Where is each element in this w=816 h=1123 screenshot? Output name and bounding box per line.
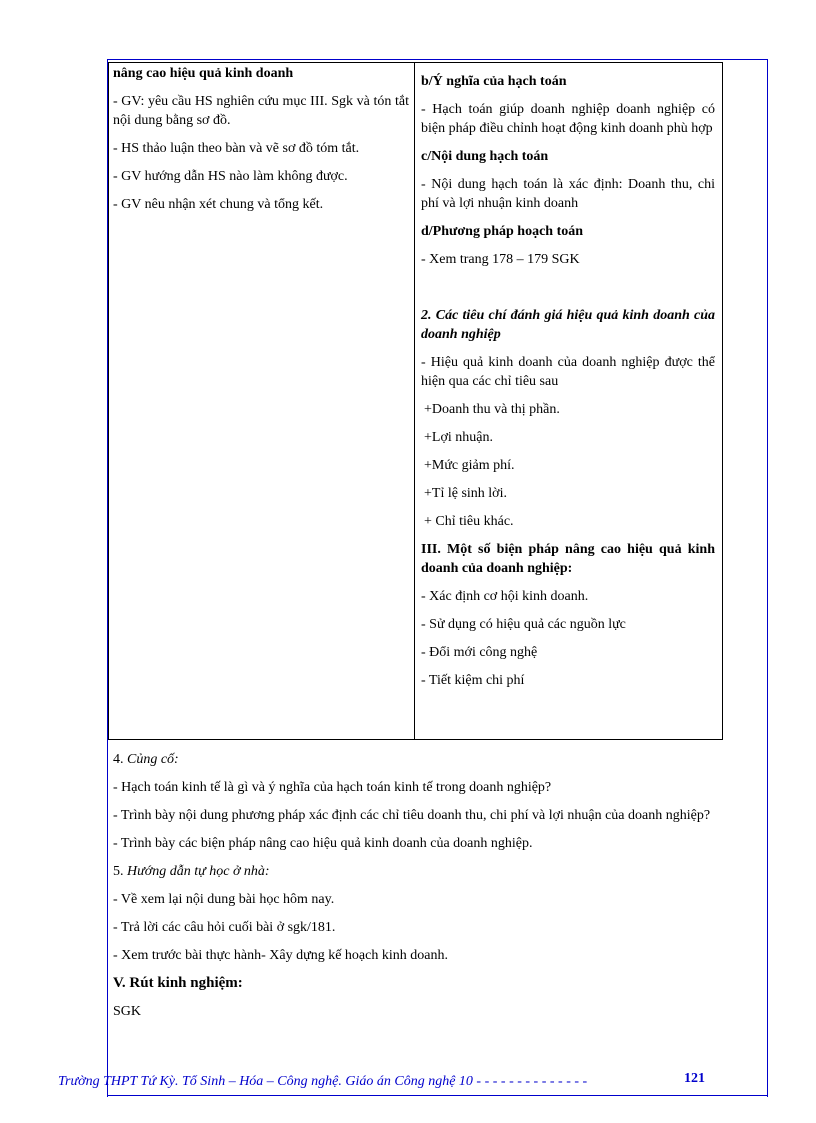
page-number: 121 — [684, 1071, 705, 1086]
page-footer: Trường THPT Tứ Kỳ. Tổ Sinh – Hóa – Công nghệ. Giáo án Công nghệ 10 - - - - - - - - - - - - - - — [58, 1074, 588, 1089]
criteria-item: + Chỉ tiêu khác. — [424, 514, 514, 529]
lesson-closing — [113, 750, 757, 1021]
measure-item: - Sử dụng có hiệu quả các nguồn lực — [421, 617, 626, 632]
homework-item: - Về xem lại nội dung bài học hôm nay. — [113, 892, 335, 907]
section-3-heading: III. Một số biện pháp nâng cao hiệu quả kinh doanh của doanh nghiệp: — [421, 542, 715, 576]
left-heading: nâng cao hiệu quả kinh doanh — [113, 66, 294, 81]
table-left-column — [113, 64, 409, 214]
left-paragraph: - GV hướng dẫn HS nào làm không được. — [113, 169, 348, 184]
page-frame-bottom — [107, 1095, 767, 1096]
section-d-text: - Xem trang 178 – 179 SGK — [421, 252, 580, 267]
left-paragraph: - GV: yêu cầu HS nghiên cứu mục III. Sgk và tón tắt nội dung bằng sơ đồ. — [113, 94, 409, 128]
criteria-item: +Doanh thu và thị phần. — [424, 402, 560, 417]
review-question: - Trình bày các biện pháp nâng cao hiệu quả kinh doanh của doanh nghiệp. — [113, 836, 533, 851]
section-5-heading — [113, 862, 757, 881]
left-paragraph: - HS thảo luận theo bàn và vẽ sơ đồ tóm tắt. — [113, 141, 360, 156]
section-v-heading: V. Rút kinh nghiệm: — [113, 975, 243, 991]
section-d-heading: d/Phương pháp hoạch toán — [421, 224, 584, 239]
criteria-item: +Tỉ lệ sinh lời. — [424, 486, 507, 501]
table-right-column — [421, 72, 715, 690]
section-b-heading: b/Ý nghĩa của hạch toán — [421, 74, 567, 89]
table-column-divider — [414, 62, 415, 740]
homework-item: - Xem trước bài thực hành- Xây dựng kế hoạch kinh doanh. — [113, 948, 448, 963]
section-2-heading: 2. Các tiêu chí đánh giá hiệu quả kinh doanh của doanh nghiệp — [421, 308, 715, 342]
section-2-text: - Hiệu quả kinh doanh của doanh nghiệp được thể hiện qua các chỉ tiêu sau — [421, 355, 715, 389]
criteria-item: +Mức giảm phí. — [424, 458, 515, 473]
review-question: - Trình bày nội dung phương pháp xác định các chỉ tiêu doanh thu, chi phí và lợi nhuận của doanh nghiệp? — [113, 808, 711, 823]
section-v-body: SGK — [113, 1004, 142, 1019]
review-question: - Hạch toán kinh tế là gì và ý nghĩa của hạch toán kinh tế trong doanh nghiệp? — [113, 780, 552, 795]
section-5-title: Hướng dẫn tự học ở nhà: — [127, 864, 270, 879]
homework-item: - Trả lời các câu hỏi cuối bài ở sgk/181. — [113, 920, 336, 935]
section-4-title: Củng cố: — [127, 752, 179, 767]
section-4-heading — [113, 750, 757, 769]
section-c-text: - Nội dung hạch toán là xác định: Doanh thu, chi phí và lợi nhuận kinh doanh — [421, 177, 715, 211]
section-4-number: 4. — [113, 752, 127, 767]
measure-item: - Xác định cơ hội kinh doanh. — [421, 589, 589, 604]
section-c-heading: c/Nội dung hạch toán — [421, 149, 549, 164]
measure-item: - Đổi mới công nghệ — [421, 645, 538, 660]
left-paragraph: - GV nêu nhận xét chung và tổng kết. — [113, 197, 324, 212]
section-5-number: 5. — [113, 864, 127, 879]
criteria-item: +Lợi nhuận. — [424, 430, 493, 445]
measure-item: - Tiết kiệm chi phí — [421, 673, 525, 688]
section-b-text: - Hạch toán giúp doanh nghiệp doanh nghiệp có biện pháp điều chỉnh hoạt động kinh doanh phù hợp — [421, 102, 715, 136]
